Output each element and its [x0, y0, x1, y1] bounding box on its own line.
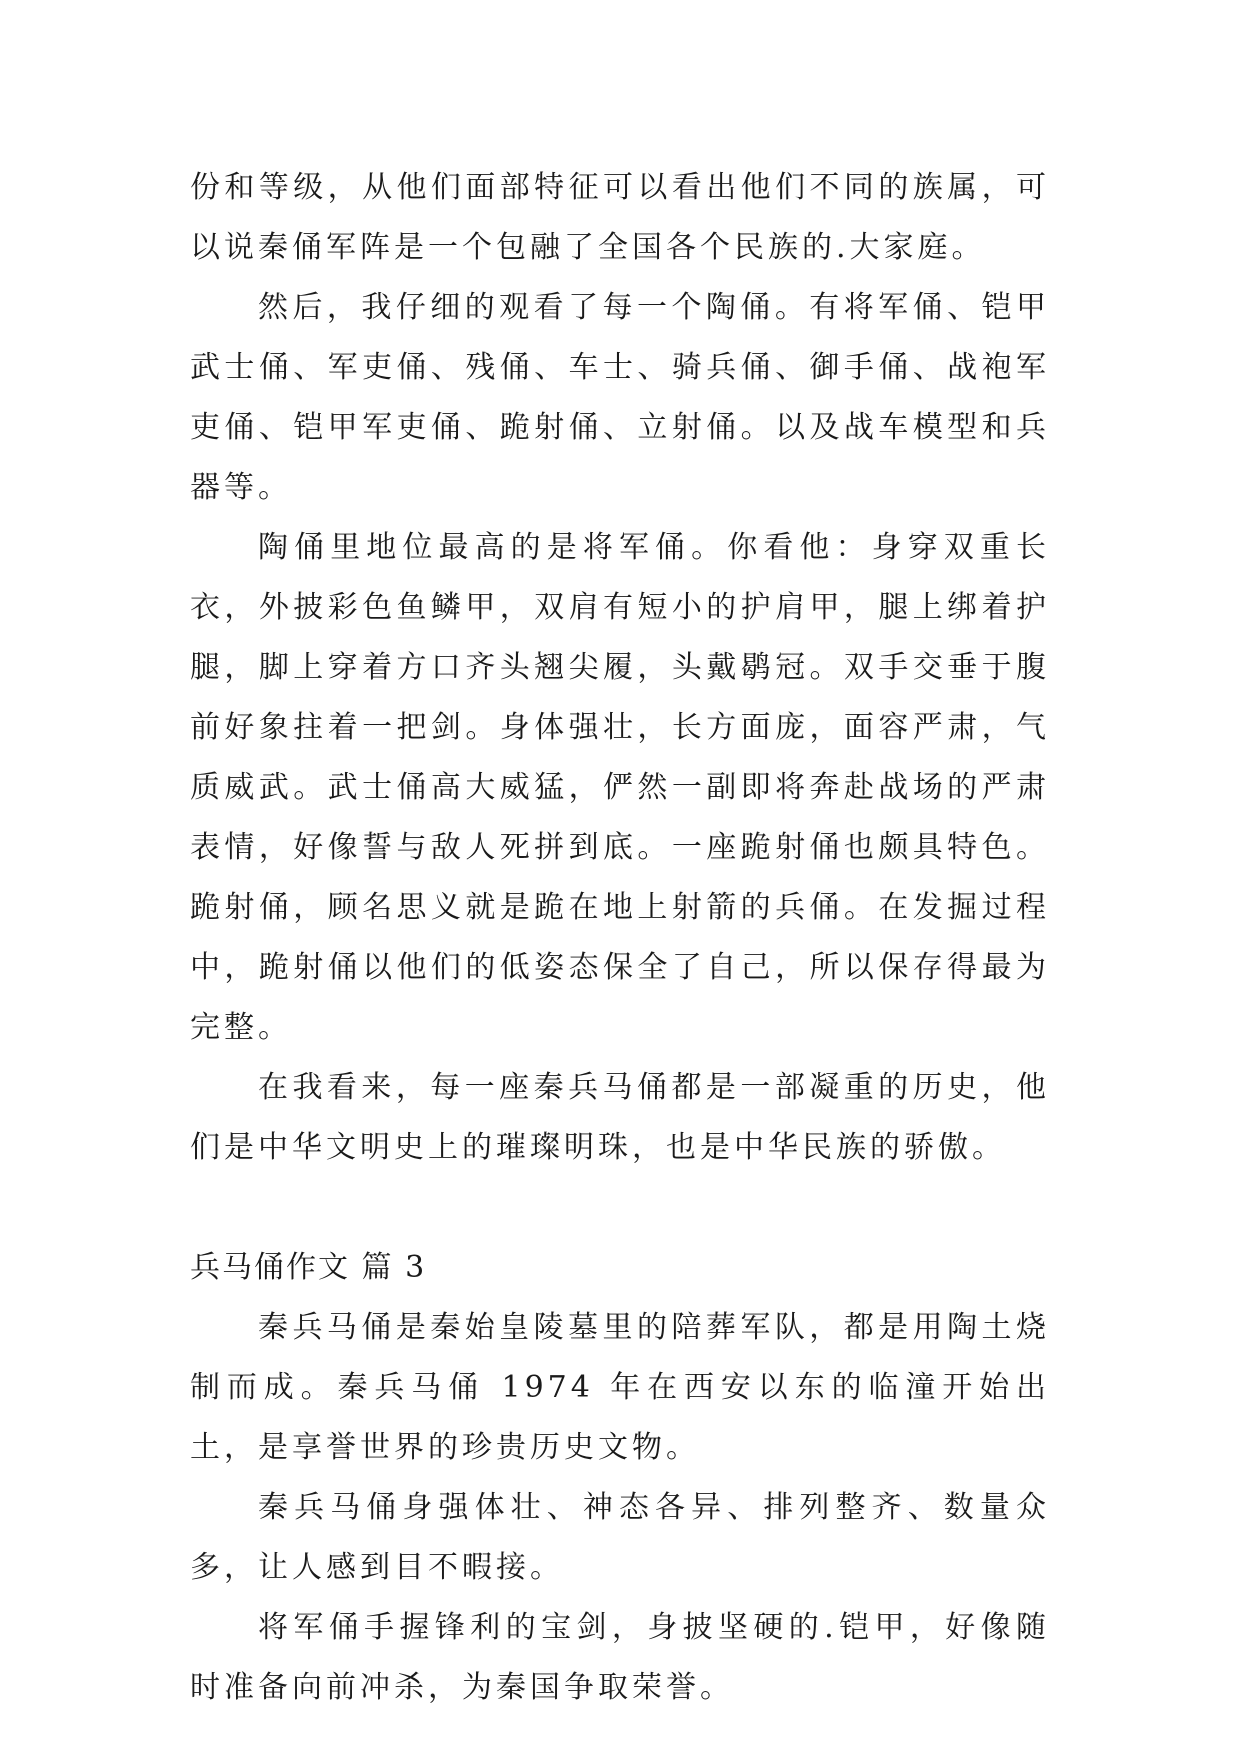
section-title: 兵马俑作文 篇 3: [190, 1250, 427, 1285]
section-spacer: [190, 1178, 1050, 1238]
paragraph: 然后，我仔细的观看了每一个陶俑。有将军俑、铠甲武士俑、军吏俑、残俑、车士、骑兵俑、御手俑、战袍军吏俑、铠甲军吏俑、跪射俑、立射俑。以及战车模型和兵器等。: [190, 290, 1050, 505]
paragraph: 秦兵马俑身强体壮、神态各异、排列整齐、数量众多，让人感到目不暇接。: [190, 1490, 1050, 1585]
paragraph: 将军俑手握锋利的宝剑，身披坚硬的.铠甲，好像随时准备向前冲杀，为秦国争取荣誉。: [190, 1610, 1050, 1705]
paragraph: 陶俑里地位最高的是将军俑。你看他：身穿双重长衣，外披彩色鱼鳞甲，双肩有短小的护肩甲，腿上绑着护腿，脚上穿着方口齐头翘尖履，头戴鹖冠。双手交垂于腹前好象拄着一把剑。身体强壮，长方面庞，面容严肃，气质威武。武士俑高大威猛，俨然一副即将奔赴战场的严肃表情，好像誓与敌人死拼到底。一座跪射俑也颇具特色。跪射俑，顾名思义就是跪在地上射箭的兵俑。在发掘过程中，跪射俑以他们的低姿态保全了自己，所以保存得最为完整。: [190, 530, 1050, 1045]
paragraph-continued: 份和等级，从他们面部特征可以看出他们不同的族属，可以说秦俑军阵是一个包融了全国各个民族的.大家庭。: [190, 170, 1050, 265]
paragraph: 秦兵马俑是秦始皇陵墓里的陪葬军队，都是用陶土烧制而成。秦兵马俑 1974 年在西安以东的临潼开始出土，是享誉世界的珍贵历史文物。: [190, 1310, 1050, 1465]
paragraph: 在我看来，每一座秦兵马俑都是一部凝重的历史，他们是中华文明史上的璀璨明珠，也是中华民族的骄傲。: [190, 1070, 1050, 1165]
essay-body: [190, 158, 1050, 1718]
